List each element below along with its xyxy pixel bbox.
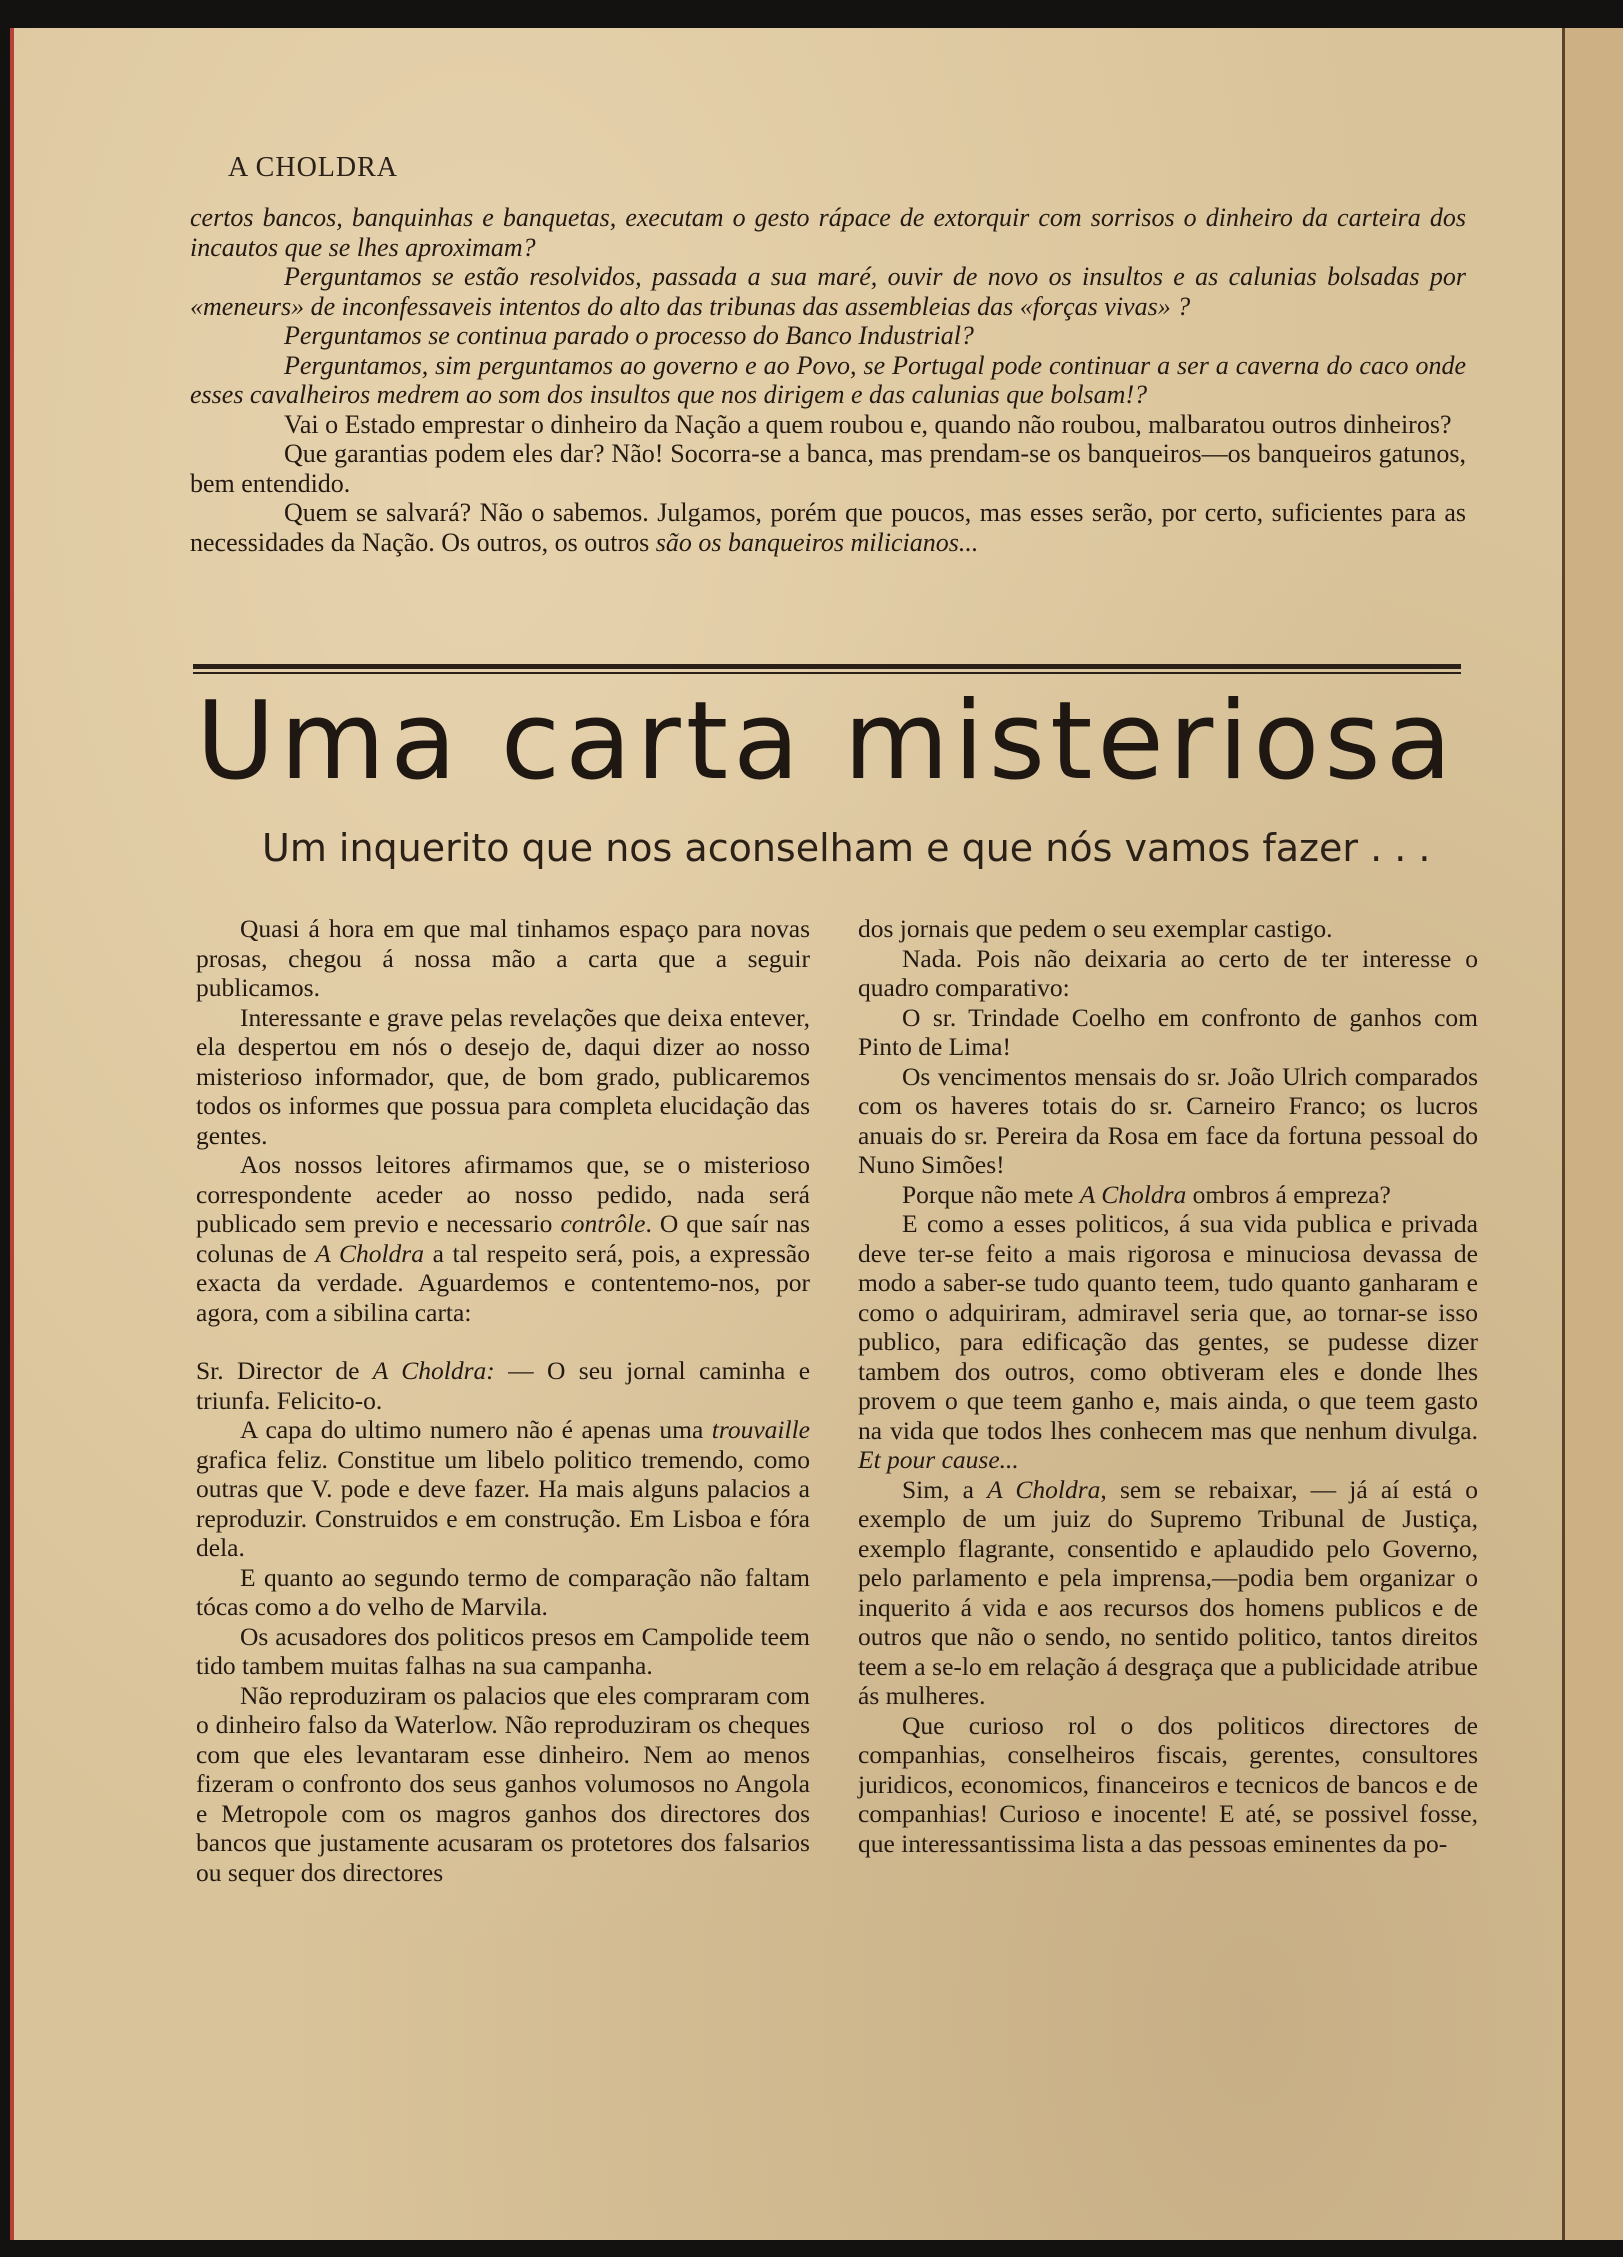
right-column: [858, 914, 1478, 1858]
article-paragraph: [858, 1180, 1478, 1210]
article-text: , sem se rebaixar, — já aí está o exemplo de um juiz do Supremo Tribunal de Justiça, exemplo flagrante, consentido e aplaudido pelo Governo, pelo parlamento e pela imprensa,—podia bem organizar o inquerito á vida e aos recursos dos homens publicos e de outros que não o sendo, no sentido politico, tantos direitos teem a se-lo em relação á desgraça que a publicidade atribue ás mulheres.: [858, 1474, 1478, 1710]
intro-paragraph: certos bancos, banquinhas e banquetas, executam o gesto rápace de extorquir com sorrisos o dinheiro da carteira dos incautos que se lhes aproximam?: [190, 203, 1466, 262]
article-paragraph: Quasi á hora em que mal tinhamos espaço para novas prosas, chegou á nossa mão a carta que a seguir publicamos.: [196, 914, 810, 1002]
article-italic-text: A Choldra: [987, 1474, 1101, 1504]
running-header: A CHOLDRA: [228, 152, 399, 183]
article-paragraph: Que curioso rol o dos politicos directores de companhias, conselheiros fiscais, gerentes, consultores juridicos, economicos, financeiros e tecnicos de bancos e de companhias! Curioso e inocente! E até, se possivel fosse, que interessantissima lista a das pessoas eminentes da po-: [858, 1710, 1478, 1858]
intro-text-block: [190, 203, 1466, 557]
article-text: — O seu jornal caminha e triunfa. Felicito-o.: [196, 1356, 811, 1415]
article-headline: Uma carta misteriosa: [196, 679, 1457, 804]
article-text: E como a esses politicos, á sua vida publica e privada deve ter-se feito a mais rigorosa e minuciosa devassa de modo a saber-se tudo quanto teem, tudo quanto ganharam e como o adquiriram, admiravel seria que, ao tornar-se isso publico, para edificação das gentes, se pudesse dizer tambem dos outros, como obtiveram eles e donde lhes provem o que teem ganho e, mais ainda, o que teem gasto na vida que todos lhes conhecem mas que nenhum divulga.: [858, 1209, 1478, 1445]
article-paragraph: Não reproduziram os palacios que eles compraram com o dinheiro falso da Waterlow. Não reproduziram os cheques com que eles levantaram esse dinheiro. Nem ao menos fizeram o confronto dos seus ganhos volumosos no Angola e Metropole com os magros ganhos dos directores dos bancos que justamente acusaram os protetores dos falsarios ou sequer dos directores: [196, 1680, 810, 1887]
article-paragraph: Os acusadores dos politicos presos em Campolide teem tido tambem muitas falhas na sua campanha.: [196, 1621, 810, 1680]
article-italic-text: trouvaille: [711, 1415, 810, 1444]
article-italic-text: contrôle: [560, 1209, 646, 1238]
left-column: [196, 914, 810, 1887]
article-text: grafica feliz. Constitue um libelo politico tremendo, como outras que V. pode e deve fazer. Ha mais alguns palacios a reproduzir. Construidos e em construção. Em Lisboa e fóra dela.: [196, 1444, 810, 1562]
adjacent-page-edge: [1562, 28, 1623, 2240]
article-italic-text: A Choldra: [315, 1238, 424, 1268]
article-paragraph: Nada. Pois não deixaria ao certo de ter interesse o quadro comparativo:: [858, 943, 1478, 1002]
letter-salutation: [196, 1356, 810, 1415]
section-divider-thick: [193, 664, 1461, 669]
intro-paragraph: Perguntamos se estão resolvidos, passada a sua maré, ouvir de novo os insultos e as calunias bolsadas por «meneurs» de inconfessaveis intentos do alto das tribunas das assembleias das «forças vivas» ?: [190, 262, 1466, 321]
article-paragraph: [196, 1415, 810, 1563]
article-paragraph: Interessante e grave pelas revelações que deixa entever, ela despertou em nós o desejo de, daqui dizer ao nosso misterioso informador, que, de bom grado, publicaremos todos os informes que possua para completa elucidação das gentes.: [196, 1002, 810, 1150]
article-text: Sr. Director de: [196, 1356, 373, 1385]
intro-paragraph: Vai o Estado emprestar o dinheiro da Nação a quem roubou e, quando não roubou, malbaratou outros dinheiros?: [284, 409, 1452, 439]
article-text: Sim, a: [902, 1474, 988, 1504]
article-paragraph: dos jornais que pedem o seu exemplar castigo.: [858, 914, 1333, 943]
article-text: Aos nossos leitores afirmamos que, se o misterioso correspondente aceder ao nosso pedido, nada será publicado sem previo e necessario: [196, 1150, 810, 1238]
article-italic-text: Et pour cause...: [858, 1445, 1019, 1474]
article-text: . O que saír nas colunas de: [196, 1209, 811, 1268]
article-paragraph: Os vencimentos mensais do sr. João Ulrich comparados com os haveres totais do sr. Carneiro Franco; os lucros anuais do sr. Pereira da Rosa em face da fortuna pessoal do Nuno Simões!: [858, 1061, 1478, 1179]
article-paragraph: O sr. Trindade Coelho em confronto de ganhos com Pinto de Lima!: [858, 1002, 1478, 1061]
intro-text: Quem se salvará? Não o sabemos. Julgamos, porém que poucos, mas esses serão, por certo, suficientes para as necessidades da Nação. Os outros, os outros: [190, 498, 1466, 557]
article-text: Porque não mete: [902, 1179, 1080, 1209]
article-subheadline: Um inquerito que nos aconselham e que nós vamos fazer . . .: [262, 826, 1431, 870]
article-italic-text: A Choldra:: [372, 1356, 495, 1385]
article-paragraph: [858, 1209, 1478, 1475]
intro-italic-text: são os banqueiros milicianos...: [655, 527, 979, 557]
article-text: ombros á empreza?: [1186, 1179, 1391, 1209]
intro-paragraph: [190, 498, 1466, 557]
intro-paragraph: Perguntamos se continua parado o processo do Banco Industrial?: [284, 321, 974, 350]
intro-paragraph: Perguntamos, sim perguntamos ao governo e ao Povo, se Portugal pode continuar a ser a caverna do caco onde esses cavalheiros medrem ao som dos insultos que nos dirigem e das calunias que bolsam!?: [190, 350, 1466, 409]
intro-paragraph: Que garantias podem eles dar? Não! Socorra-se a banca, mas prendam-se os banqueiros—os banqueiros gatunos, bem entendido.: [190, 439, 1466, 498]
article-paragraph: [858, 1475, 1478, 1711]
article-text: A capa do ultimo numero não é apenas uma: [240, 1415, 712, 1444]
article-text: a tal respeito será, pois, a expressão exacta da verdade. Aguardemos e contentemo-nos, por agora, com a sibilina carta:: [196, 1238, 810, 1327]
article-paragraph: E quanto ao segundo termo de comparação não faltam tócas como a do velho de Marvila.: [196, 1562, 810, 1621]
article-italic-text: A Choldra: [1079, 1179, 1187, 1209]
article-paragraph: [196, 1150, 810, 1327]
